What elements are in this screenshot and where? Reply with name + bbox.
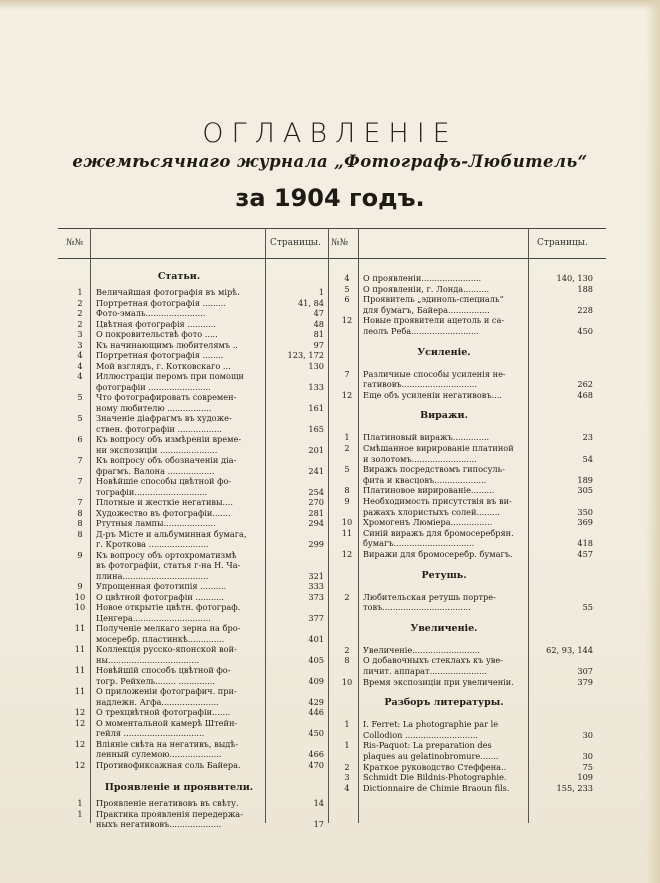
issue-number: 6 <box>344 294 350 305</box>
toc-entry <box>0 464 660 475</box>
toc-entry <box>0 634 660 645</box>
page-reference: 241 <box>308 465 324 476</box>
page-reference: 48 <box>313 318 324 329</box>
entry-title: О покровительствѣ фото ..... <box>96 329 218 339</box>
toc-entry <box>0 549 660 560</box>
page-reference: 350 <box>577 506 593 517</box>
toc-entry <box>0 496 660 507</box>
header-pages-right: Страницы. <box>537 238 588 248</box>
entry-title: ражахъ хлористыхъ солей......... <box>363 506 500 517</box>
issue-number: 4 <box>344 273 350 283</box>
page-reference: 81 <box>313 329 324 339</box>
issue-number: 2 <box>344 761 350 772</box>
issue-number: 8 <box>344 655 350 666</box>
page-reference: 373 <box>308 591 324 602</box>
entry-title: гативовъ............................. <box>363 379 477 390</box>
page-reference: 30 <box>582 729 593 740</box>
page-reference: 333 <box>308 581 324 591</box>
page-reference: 161 <box>308 402 324 413</box>
toc-entry <box>0 613 660 624</box>
issue-number: 3 <box>77 339 83 350</box>
entry-title: Новѣйшіе способы цвѣтной фо- <box>96 476 232 486</box>
toc-entry <box>0 809 660 820</box>
page-reference: 23 <box>582 432 593 443</box>
entry-title: Значеніе діафрагмъ въ художе- <box>96 413 232 423</box>
issue-number: 12 <box>74 707 86 717</box>
entry-title: Необходимость присутствія въ ви- <box>363 496 512 506</box>
page-reference: 14 <box>313 798 324 808</box>
entry-title: О проявленіи, г. Лонда.......... <box>363 283 490 294</box>
section-heading: Увеличеніе. <box>410 622 478 634</box>
toc-entry <box>0 273 660 284</box>
entry-title: ны................................... <box>96 654 200 665</box>
entry-title: Ртутныя лампы.................... <box>96 518 216 528</box>
issue-number: 5 <box>77 413 83 423</box>
entry-title: Фото-эмаль....................... <box>96 308 206 318</box>
entry-title: Коллекція русско-японской вой- <box>96 644 237 654</box>
issue-number: 2 <box>77 308 83 318</box>
page-reference: 299 <box>308 539 324 549</box>
entry-title: I. Ferret: La photographie par le <box>363 719 499 730</box>
paper-top-edge <box>0 0 660 10</box>
entry-title: Платиновый виражъ.............. <box>363 432 490 443</box>
issue-number: 7 <box>77 455 83 465</box>
entry-title: Ris-Paquot: La preparation des <box>363 740 492 751</box>
page-reference: 377 <box>308 612 324 623</box>
page-reference: 201 <box>308 444 324 455</box>
toc-entry <box>0 432 660 443</box>
entry-title: Новое открытіе цвѣтн. фотограф. <box>96 602 241 612</box>
entry-title: плина................................. <box>96 570 209 581</box>
entry-title: plaques au gelatinobromure....... <box>363 751 499 761</box>
page-reference: 75 <box>582 761 593 772</box>
header-num-right: №№ <box>331 238 349 248</box>
section-heading: Виражи. <box>420 410 468 422</box>
page-reference: 55 <box>582 602 593 613</box>
entry-title: ному любителю ................. <box>96 402 212 413</box>
entry-title: Новые проявители ацетоль и са- <box>363 315 505 326</box>
entry-title: Schmidt Die Bildnis-Photographie. <box>363 772 507 783</box>
toc-entry <box>0 798 660 809</box>
toc-entry <box>0 697 660 708</box>
page-reference: 405 <box>308 654 324 665</box>
page-reference: 270 <box>308 497 324 507</box>
section-heading: Проявленіе и проявители. <box>104 782 254 793</box>
toc-entry <box>0 623 660 634</box>
page-reference: 409 <box>308 675 324 686</box>
issue-number: 11 <box>341 527 353 538</box>
entry-title: ствен. фотографіи ................. <box>96 423 222 434</box>
entry-title: О приложеніи фотографич. при- <box>96 686 237 696</box>
entry-title: Портретная фотографія ......... <box>96 297 226 308</box>
entry-title: Д-ръ Місте и альбуминная бумага, <box>96 528 247 539</box>
issue-number: 12 <box>341 389 353 400</box>
page-reference: 379 <box>577 676 593 687</box>
entry-title: фотографіи ........................ <box>96 381 211 392</box>
toc-entry <box>0 305 660 316</box>
entry-title: Увеличеніе.......................... <box>363 644 480 655</box>
title-heading: ОГЛАВЛЕНІЕ <box>202 118 458 149</box>
entry-title: Плотные и жесткіе негативы.... <box>96 497 233 507</box>
issue-number: 2 <box>77 297 83 308</box>
section-heading: Ретушь. <box>421 569 467 581</box>
entry-title: ныхъ негативовъ.................... <box>96 819 222 829</box>
entry-title: Любительская ретушь портре- <box>363 591 496 602</box>
entry-title: бумагъ............................... <box>363 538 475 549</box>
toc-entry <box>0 517 660 528</box>
page-reference: 418 <box>577 538 593 549</box>
page-reference: 1 <box>318 287 324 297</box>
issue-number: 12 <box>341 549 353 559</box>
entry-title: Смѣшанное вирированіе платиной <box>363 443 514 453</box>
page-reference: 254 <box>308 486 324 497</box>
page-reference: 123, 172 <box>287 350 324 360</box>
page-reference: 130 <box>308 360 324 371</box>
page-reference: 155, 233 <box>556 782 593 793</box>
entry-title: Величайшая фотографія въ мірѣ. <box>96 287 240 297</box>
page-reference: 429 <box>308 696 324 707</box>
issue-number: 8 <box>77 507 83 518</box>
toc-entry <box>0 350 660 361</box>
issue-number: 12 <box>74 759 86 770</box>
issue-number: 9 <box>77 549 83 560</box>
page-reference: 470 <box>308 759 324 770</box>
issue-number: 2 <box>344 644 350 655</box>
issue-number: 6 <box>77 434 83 444</box>
entry-title: О проявленіи....................... <box>363 273 482 283</box>
toc-entry <box>0 581 660 592</box>
issue-number: 2 <box>344 591 350 602</box>
issue-number: 3 <box>344 772 350 783</box>
issue-number: 4 <box>77 350 83 360</box>
issue-number: 7 <box>77 497 83 507</box>
entry-title: и золотомъ......................... <box>363 453 477 464</box>
entry-title: Виражъ посредствомъ гипосуль- <box>363 464 505 475</box>
toc-entry <box>0 560 660 571</box>
toc-entry <box>0 413 660 424</box>
entry-title: Синій виражъ для бромосеребрян. <box>363 527 514 538</box>
page-reference: 17 <box>313 819 324 829</box>
page-reference: 294 <box>308 518 324 528</box>
entry-title: Къ вопросу объ измѣреніи време- <box>96 434 242 444</box>
entry-title: г. Кроткова ....................... <box>96 539 209 549</box>
entry-title: гейля ............................... <box>96 728 205 738</box>
toc-entry <box>0 507 660 518</box>
page-reference: 281 <box>308 507 324 518</box>
entry-title: мосеребр. пластинкѣ.............. <box>96 633 225 644</box>
issue-number: 9 <box>344 496 350 506</box>
issue-number: 7 <box>344 368 350 379</box>
entry-title: Хромогенъ Люміера................ <box>363 517 493 528</box>
entry-title: Полученіе мелкаго зерна на бро- <box>96 623 241 633</box>
entry-title: личит. аппарат...................... <box>363 666 487 676</box>
toc-entry <box>0 655 660 666</box>
issue-number: 12 <box>341 315 353 326</box>
issue-number: 12 <box>74 738 86 749</box>
page-reference: 133 <box>308 381 324 392</box>
entry-title: О добавочныхъ стеклахъ къ уве- <box>363 655 504 666</box>
issue-number: 10 <box>341 676 353 687</box>
entry-title: Виражи для бромосеребр. бумагъ. <box>363 549 513 559</box>
page-reference: 97 <box>313 339 324 350</box>
page-reference: 401 <box>308 633 324 644</box>
title-subheading: ежемѣсячнаго журнала „Фотографъ-Любитель“ <box>72 152 588 171</box>
entry-title: надлежн. Агфа...................... <box>96 696 219 707</box>
entry-title: Къ вопросу объ обозначеніи діа- <box>96 455 237 465</box>
toc-entry <box>0 475 660 486</box>
page-reference: 47 <box>313 308 324 318</box>
toc-entry <box>0 707 660 718</box>
entry-title: для бумагъ, Байера................ <box>363 304 490 315</box>
page-reference: 466 <box>308 749 324 759</box>
entry-title: Collodion ............................ <box>363 729 478 740</box>
entry-title: Краткое руководство Стеффена.. <box>363 761 507 772</box>
issue-number: 3 <box>77 329 83 339</box>
toc-entry <box>0 686 660 697</box>
issue-number: 12 <box>74 717 86 728</box>
issue-number: 4 <box>77 360 83 371</box>
issue-number: 10 <box>341 517 353 528</box>
toc-entry <box>0 315 660 326</box>
toc-entry <box>0 592 660 603</box>
page-reference: 468 <box>577 389 593 400</box>
toc-entry <box>0 340 660 351</box>
entry-title: Противофиксажная соль Байера. <box>96 759 241 770</box>
entry-title: Платиновое вирированіе......... <box>363 485 495 496</box>
issue-number: 1 <box>344 719 350 730</box>
page-reference: 30 <box>582 751 593 761</box>
page-reference: 188 <box>577 283 593 294</box>
issue-number: 7 <box>77 476 83 486</box>
entry-title: О моментальной камерѣ Штейн- <box>96 717 238 728</box>
page-reference: 450 <box>308 728 324 738</box>
toc-entry <box>0 819 660 830</box>
toc-entry <box>0 772 660 783</box>
issue-number: 8 <box>77 528 83 539</box>
section-heading: Усиленіе. <box>417 346 471 358</box>
entry-title: Что фотографировать современ- <box>96 392 237 402</box>
toc-entry <box>0 326 660 337</box>
entry-title: О цвѣтной фотографіи ........... <box>96 591 225 602</box>
title-year: за 1904 годъ. <box>235 184 425 212</box>
toc-entry <box>0 730 660 741</box>
entry-title: Иллюстраціи перомъ при помощи <box>96 371 245 381</box>
entry-title: товъ.................................. <box>363 602 471 613</box>
page-reference: 41, 84 <box>297 297 324 308</box>
toc-entry <box>0 284 660 295</box>
page-reference: 321 <box>308 570 324 581</box>
issue-number: 1 <box>344 740 350 751</box>
toc-entry <box>0 783 660 794</box>
toc-entry <box>0 645 660 656</box>
entry-title: Портретная фотографія ........ <box>96 350 224 360</box>
page-reference: 305 <box>577 485 593 496</box>
page-reference: 109 <box>577 772 593 783</box>
entry-title: Новѣйшій способъ цвѣтной фо- <box>96 665 231 675</box>
page-reference: 457 <box>577 549 593 559</box>
toc-entry <box>0 403 660 414</box>
entry-title: тографіи............................ <box>96 486 208 497</box>
table-header-rule <box>58 258 606 259</box>
issue-number: 1 <box>344 432 350 443</box>
toc-entry <box>0 379 660 390</box>
toc-entry <box>0 751 660 762</box>
issue-number: 4 <box>344 782 350 793</box>
toc-entry <box>0 719 660 730</box>
entry-title: леолъ Реба.......................... <box>363 326 479 336</box>
section-heading: Статьи. <box>157 271 201 282</box>
entry-title: тогр. Рейхель........ .............. <box>96 675 215 686</box>
issue-number: 11 <box>74 623 86 633</box>
entry-title: въ фотографіи, статья г-на Н. Ча- <box>96 560 241 570</box>
toc-entry <box>0 369 660 380</box>
toc-entry <box>0 528 660 539</box>
header-num-left: №№ <box>66 238 84 248</box>
page-reference: 62, 93, 144 <box>546 644 593 655</box>
issue-number: 2 <box>77 318 83 329</box>
page-reference: 450 <box>577 326 593 336</box>
page-reference: 140, 130 <box>556 273 593 283</box>
issue-number: 5 <box>344 464 350 475</box>
entry-title: ленный сулемою.................... <box>96 749 222 759</box>
page-reference: 446 <box>308 707 324 717</box>
entry-title: Проявленіе негативовъ въ свѣту. <box>96 798 239 808</box>
issue-number: 1 <box>77 287 83 297</box>
issue-number: 9 <box>77 581 83 591</box>
toc-entry <box>0 740 660 751</box>
toc-entry <box>0 571 660 582</box>
entry-title: Къ начинающимъ любителямъ .. <box>96 339 238 350</box>
entry-title: Время экспозиціи при увеличеніи. <box>363 676 514 687</box>
issue-number: 1 <box>77 798 83 808</box>
entry-title: фита и квасцовъ.................... <box>363 474 487 485</box>
entry-title: Ценгера.............................. <box>96 612 211 623</box>
issue-number: 8 <box>344 485 350 496</box>
entry-title: Dictionnaire de Chimie Braoun fils. <box>363 782 510 793</box>
issue-number: 10 <box>74 602 86 612</box>
issue-number: 5 <box>77 392 83 402</box>
section-heading: Разборъ литературы. <box>384 697 504 709</box>
issue-number: 4 <box>77 371 83 381</box>
toc-entry <box>0 454 660 465</box>
page-reference: 228 <box>577 304 593 315</box>
page-reference: 189 <box>577 474 593 485</box>
page-reference: 165 <box>308 423 324 434</box>
table-top-rule <box>58 228 606 229</box>
page-reference: 54 <box>582 453 593 464</box>
entry-title: Художество въ фотографіи....... <box>96 507 231 518</box>
entry-title: Къ вопросу объ ортохроматизмѣ <box>96 549 237 560</box>
entry-title: Упрощенная фототипія .......... <box>96 581 227 591</box>
issue-number: 11 <box>74 644 86 654</box>
issue-number: 10 <box>74 591 86 602</box>
issue-number: 5 <box>344 283 350 294</box>
entry-title: Еще объ усиленіи негативовъ.... <box>363 389 502 400</box>
page-reference: 262 <box>577 379 593 390</box>
toc-entry <box>0 538 660 549</box>
entry-title: Проявитель „эдиноль-специаль“ <box>363 294 504 305</box>
entry-title: ни экспозиціи ...................... <box>96 444 218 455</box>
toc-entry <box>0 294 660 305</box>
header-pages-left: Страницы. <box>270 238 321 248</box>
entry-title: О трехцвѣтной фотографіи....... <box>96 707 231 717</box>
issue-number: 2 <box>344 443 350 453</box>
toc-entry <box>0 759 660 773</box>
toc-entry <box>0 390 660 401</box>
entry-title: Вліяніе свѣта на негативъ, выдѣ- <box>96 738 238 749</box>
toc-entry <box>0 485 660 496</box>
issue-number: 11 <box>74 686 86 696</box>
entry-title: Различные способы усиленія не- <box>363 368 506 379</box>
toc-entry <box>0 666 660 677</box>
page-reference: 369 <box>577 517 593 528</box>
entry-title: Цвѣтная фотографія ........... <box>96 318 216 329</box>
toc-entry <box>0 443 660 454</box>
issue-number: 8 <box>77 518 83 528</box>
entry-title: Практика проявленія передержа- <box>96 808 243 819</box>
entry-title: Мой взглядъ, г. Котковскаго ... <box>96 360 231 371</box>
entry-title: фрагмъ. Валона .................. <box>96 465 215 476</box>
toc-entry <box>0 677 660 688</box>
issue-number: 11 <box>74 665 86 675</box>
toc-entry <box>0 602 660 613</box>
page-reference: 307 <box>577 666 593 676</box>
issue-number: 1 <box>77 808 83 819</box>
